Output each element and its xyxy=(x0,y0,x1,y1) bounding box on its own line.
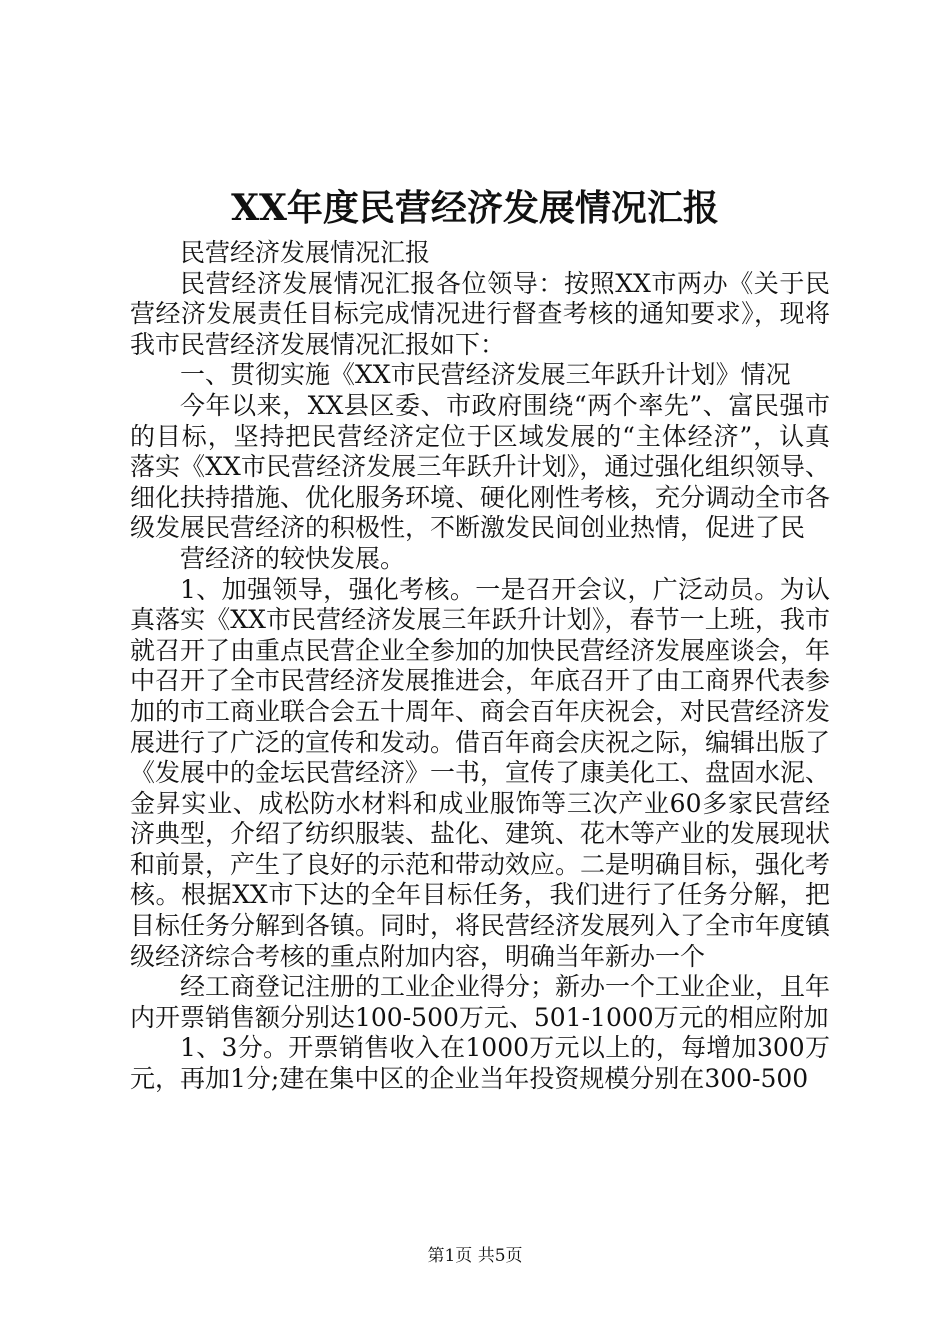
paragraph: 民营经济发展情况汇报 xyxy=(180,238,431,267)
paragraph: 1、3分。开票销售收入在1000万元以上的，每增加300万元，再加1分;建在集中区的企业当年投资规模分别在300-500 xyxy=(130,1033,830,1094)
document-title: XX年度民营经济发展情况汇报 xyxy=(231,187,719,229)
paragraph: 经工商登记注册的工业企业得分；新办一个工业企业，且年内开票销售额分别达100-500万元、501-1000万元的相应附加 xyxy=(130,972,831,1032)
paragraph: 今年以来，XX县区委、市政府围绕“两个率先”、富民强市的目标，坚持把民营经济定位于区域发展的“主体经济”，认真落实《XX市民营经济发展三年跃升计划》，通过强化组织领导、细化扶持措施、优化服务环境、硬化刚性考核，充分调动全市各级发展民营经济的积极性，不断激发民间创业热情，促进了民 xyxy=(130,390,831,543)
paragraph: 营经济的较快发展。 xyxy=(180,543,406,573)
page-footer: 第1页 共5页 xyxy=(427,1246,523,1266)
document-body xyxy=(130,238,830,1095)
paragraph: 一、贯彻实施《XX市民营经济发展三年跃升计划》情况 xyxy=(180,360,791,390)
paragraph: 1、加强领导，强化考核。一是召开会议，广泛动员。为认真落实《XX市民营经济发展三年跃升计划》，春节一上班，我市就召开了由重点民营企业全参加的加快民营经济发展座谈会，年中召开了全市民营经济发展推进会，年底召开了由工商界代表参加的市工商业联合会五十周年、商会百年庆祝会，对民营经济发展进行了广泛的宣传和发动。借百年商会庆祝之际，编辑出版了《发展中的金坛民营经济》一书，宣传了康美化工、盘固水泥、金昇实业、成松防水材料和成业服饰等三次产业60多家民营经济典型，介绍了纺织服装、盐化、建筑、花木等产业的发展现状和前景，产生了良好的示范和带动效应。二是明确目标，强化考核。根据XX市下达的全年目标任务，我们进行了任务分解，把目标任务分解到各镇。同时，将民营经济发展列入了全市年度镇级经济综合考核的重点附加内容，明确当年新办一个 xyxy=(130,574,831,971)
paragraph: 民营经济发展情况汇报各位领导：按照XX市两办《关于民营经济发展责任目标完成情况进行督查考核的通知要求》，现将我市民营经济发展情况汇报如下： xyxy=(130,268,830,359)
